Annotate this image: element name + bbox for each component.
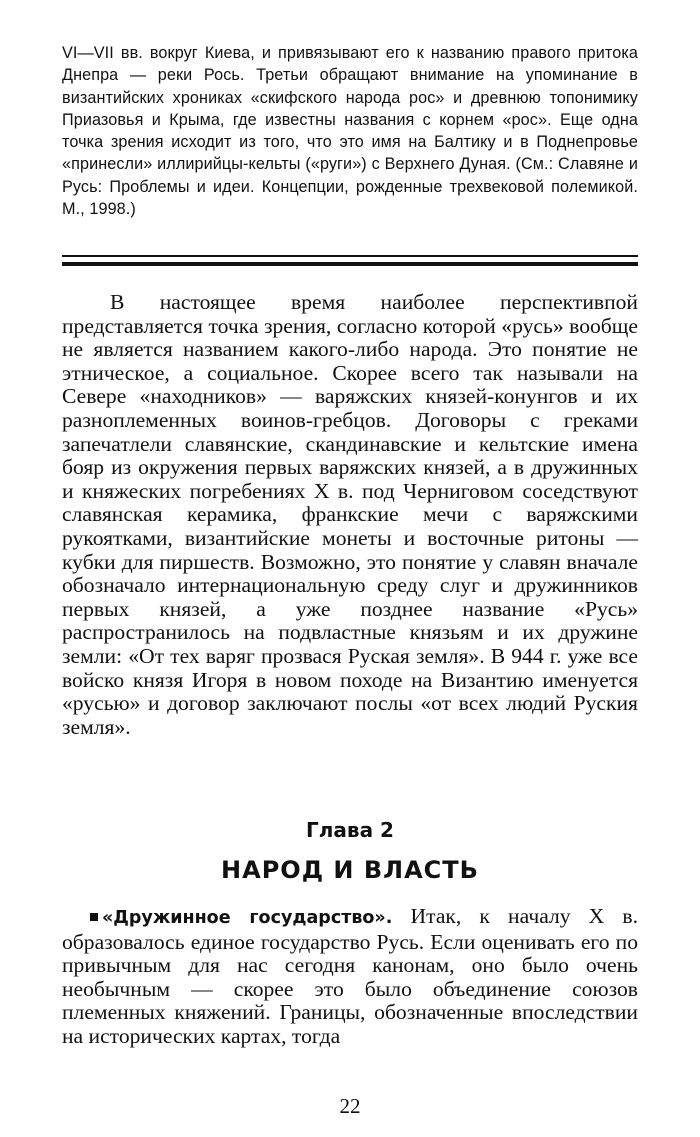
bullet-square-icon	[90, 913, 98, 921]
chapter-title: НАРОД И ВЛАСТЬ	[221, 856, 479, 884]
main-text	[62, 291, 638, 739]
section-body	[62, 905, 638, 1049]
sidenote-box	[62, 42, 638, 220]
chapter-label: Глава 2	[306, 818, 394, 842]
main-paragraph: В настоящее время наиболее перспективпой представляется точка зрения, согласно которой «русь» вообще не является названием какого-либо народа. Это понятие не этническое, а социальное. Скорее всего так называли на Севере «находников» — варяжских князей-конунгов и их разноплеменных воинов-гребцов. Договоры с греками запечатлели славянские, скандинавские и кельтские имена бояр из окружения первых варяжских князей, а в дружинных и княжеских погребениях X в. под Черниговом соседствуют славянская керамика, франкские мечи с варяжскими рукоятками, византийские монеты и восточные ритоны — кубки для пиршеств. Возможно, это понятие у славян вначале обозначало интернациональную среду слуг и дружинников первых князей, а уже позднее название «Русь» распространилось на подвластные князьям и их дружине земли: «От тех варяг прозвася Руская земля». В 944 г. уже все войско князя Игоря в новом походе на Византию именуется «русью» и договор заключают послы «от всех людий Руския земля».	[62, 290, 638, 739]
page-number: 22	[339, 1094, 361, 1118]
section-text: Итак, к началу X в. образовалось единое государство Русь. Если оценивать его по привычным для нас сегодня канонам, оно было очень необычным — скорее это было объединение союзов племенных княжений. Границы, обозначенные впоследствии на исторических картах, тогда	[62, 904, 638, 1048]
section-heading: «Дружинное государство».	[102, 908, 393, 928]
divider-thick	[62, 262, 638, 266]
sidenote-text: VI—VII вв. вокруг Киева, и привязывают его к названию правого притока Днепра — реки Рось. Третьи обращают внимание на упоминание в византийских хрониках «скифского народа рос» и древнюю топонимику Приазовья и Крыма, где известны названия с корнем «рос». Еще одна точка зрения исходит из того, что это имя на Балтику и в Поднепровье «принесли» иллирийцы-кельты («руги») с Верхнего Дуная. (См.: Славяне и Русь: Проблемы и идеи. Концепции, рожденные трехвековой полемикой. М., 1998.)	[62, 44, 638, 219]
section-paragraph	[62, 905, 638, 1049]
divider-thin	[62, 255, 638, 257]
